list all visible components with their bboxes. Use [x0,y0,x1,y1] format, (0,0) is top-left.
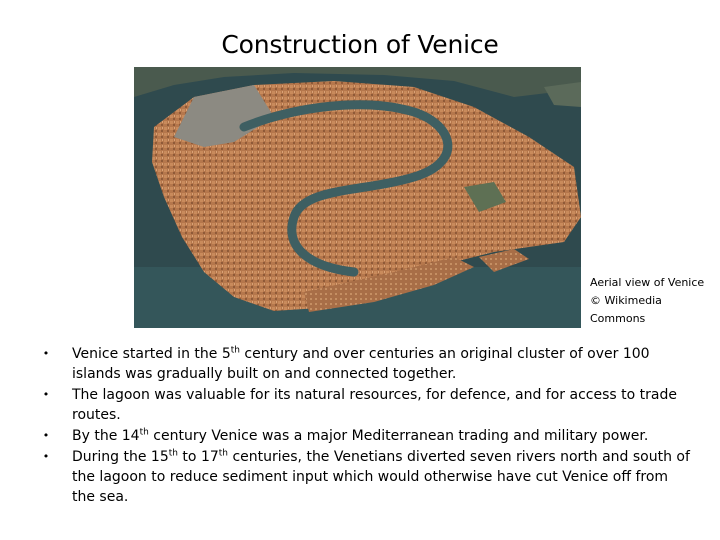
bullet-marker: • [42,450,50,463]
bullet-list [40,344,690,508]
superscript: th [230,345,240,356]
bullet-item [40,344,690,384]
venice-aerial-photo [134,67,581,328]
caption-line: Commons [590,312,646,325]
superscript: th [218,448,228,459]
bullet-marker: • [42,388,50,401]
superscript: th [139,427,149,438]
bullet-text: Venice started in the 5 [72,346,231,362]
bullet-text: century and over centuries an original cluster of over 100 islands was gradually built on and connected together. [72,346,650,382]
bullet-text: to 17 [177,449,219,465]
image-caption [590,274,718,328]
caption-line: Aerial view of Venice [590,276,705,289]
venice-aerial-illustration [134,67,581,328]
bullet-marker: • [42,347,50,360]
slide-title: Construction of Venice [221,30,499,59]
bullet-item [40,426,690,446]
bullet-text: By the 14 [72,428,140,444]
caption-line: © Wikimedia [590,294,662,307]
bullet-text: During the 15 [72,449,169,465]
bullet-text: The lagoon was valuable for its natural resources, for defence, and for access to trade routes. [72,387,677,423]
bullet-text: centuries, the Venetians diverted seven rivers north and south of the lagoon to reduce sediment input which would otherwise have cut Venice off from the sea. [72,449,690,505]
bullet-item [40,385,690,425]
superscript: th [168,448,178,459]
bullet-item [40,447,690,507]
bullet-marker: • [42,429,50,442]
bullet-text: century Venice was a major Mediterranean trading and military power. [148,428,649,444]
